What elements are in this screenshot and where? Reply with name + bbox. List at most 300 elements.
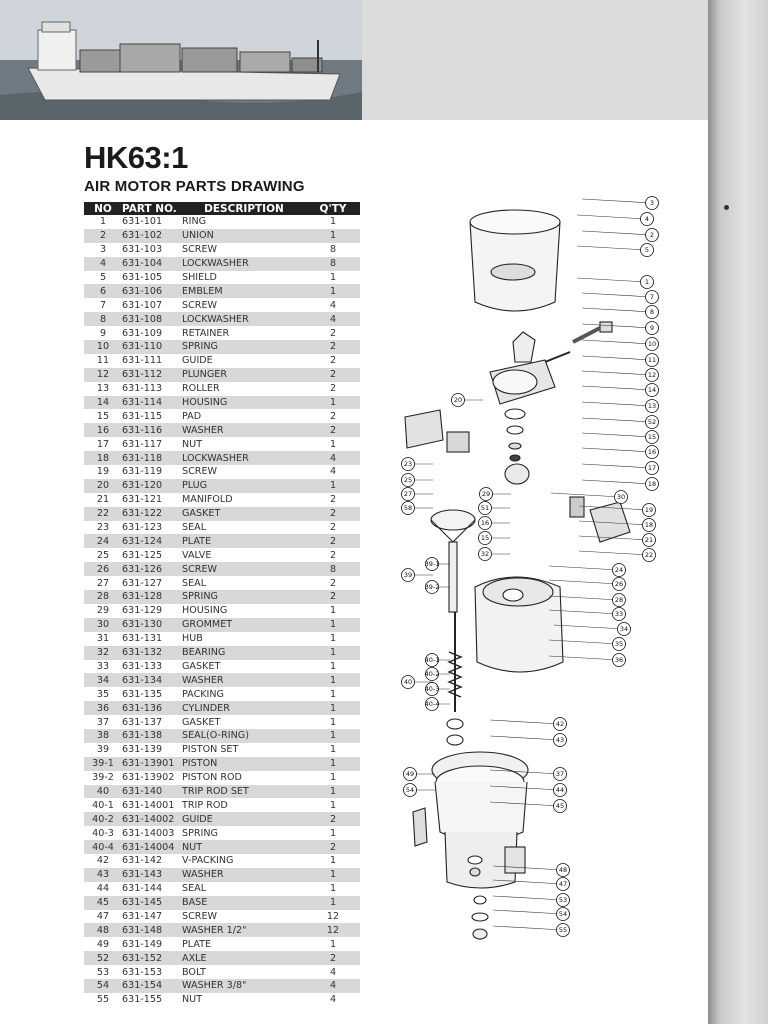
- table-row: [84, 646, 360, 660]
- part-code: 631-123: [122, 522, 163, 534]
- part-number-index: 37: [96, 716, 110, 728]
- part-description: PLUG: [182, 479, 306, 493]
- callout-leader-line: [582, 308, 652, 312]
- callout-bubble: [493, 908, 570, 921]
- callout-bubble: [577, 213, 654, 226]
- part-number-index: 19: [96, 466, 110, 478]
- part-quantity: 1: [329, 438, 337, 450]
- part-quantity: 2: [306, 812, 360, 826]
- callout-leader-line: [582, 199, 652, 203]
- part-quantity: 2: [329, 327, 337, 339]
- part-code: 631-107: [122, 299, 163, 311]
- part-code: 631-145: [122, 896, 182, 910]
- table-row: [84, 479, 360, 493]
- part-code: 631-120: [122, 479, 182, 493]
- table-row: [84, 534, 360, 548]
- part-quantity: 2: [329, 549, 337, 561]
- part-quantity: 1: [329, 605, 337, 617]
- part-code: 631-137: [122, 716, 163, 728]
- part-code: 631-14003: [122, 827, 175, 839]
- part-code: 631-14001: [122, 799, 175, 811]
- callout-bubble: [479, 502, 511, 515]
- table-row: [84, 312, 360, 326]
- part-number-index: 17: [96, 438, 110, 450]
- callout-bubble: [554, 623, 631, 636]
- part-number-index: 6: [84, 284, 122, 298]
- part-number-index: 7: [99, 299, 107, 311]
- callout-number: 20: [453, 396, 463, 404]
- callout-bubble: [582, 446, 659, 459]
- callout-number: 37: [555, 770, 565, 778]
- part-number-index: 16: [84, 423, 122, 437]
- part-description: SCREW: [182, 562, 306, 576]
- callout-number: 30: [616, 493, 626, 501]
- callout-number: 40-1: [424, 656, 440, 664]
- column-header-description: DESCRIPTION: [182, 202, 306, 215]
- part-description: RETAINER: [182, 327, 230, 339]
- table-row: [84, 437, 360, 451]
- callout-bubble: [551, 491, 628, 504]
- part-quantity: 1: [306, 701, 360, 715]
- part-code: 631-116: [122, 423, 182, 437]
- banner-gray-area: [362, 0, 708, 120]
- part-description: SCREW: [182, 244, 218, 256]
- part-quantity: 1: [306, 229, 360, 243]
- callout-bubble: [582, 462, 659, 475]
- table-row: [84, 687, 360, 701]
- part-description: PAD: [182, 410, 202, 422]
- table-row: [84, 548, 360, 562]
- part-number-index: 1: [99, 216, 107, 228]
- page-title: HK63:1: [84, 140, 188, 175]
- table-row: [84, 382, 360, 396]
- part-number-index: 36: [84, 701, 122, 715]
- part-number-index: 18: [84, 451, 122, 465]
- part-code: 631-105: [122, 272, 163, 283]
- callout-leader-line: [554, 625, 624, 629]
- part-code: 631-144: [122, 883, 163, 895]
- part-code: 631-102: [122, 229, 182, 243]
- callout-bubble: [582, 338, 659, 351]
- part-code: 631-14002: [122, 812, 182, 826]
- table-row: [84, 812, 360, 826]
- part-quantity: 1: [306, 396, 360, 410]
- part-code: 631-139: [122, 744, 163, 756]
- table-row: [84, 840, 360, 854]
- callout-number: 18: [647, 480, 657, 488]
- part-quantity: 1: [329, 827, 337, 839]
- part-quantity: 4: [329, 299, 337, 311]
- callout-bubble: [404, 768, 436, 781]
- part-code: 631-103: [122, 244, 163, 256]
- callout-bubble: [493, 894, 570, 907]
- callout-number: 15: [480, 534, 490, 542]
- part-number-index: 40-4: [84, 840, 122, 854]
- part-description: WASHER: [182, 868, 306, 882]
- part-quantity: 1: [329, 633, 337, 645]
- callout-bubble: [402, 474, 434, 487]
- callout-number: 19: [644, 506, 654, 514]
- table-row: [84, 215, 360, 229]
- callout-bubble: [582, 306, 659, 319]
- callout-leader-line: [582, 356, 652, 360]
- part-description: PACKING: [182, 688, 224, 700]
- part-code: 631-111: [122, 355, 163, 367]
- part-quantity: 2: [306, 340, 360, 354]
- part-number-index: 10: [84, 340, 122, 354]
- callout-number: 16: [647, 448, 657, 456]
- table-row: [84, 896, 360, 910]
- callout-bubble: [582, 354, 659, 367]
- part-number-index: 45: [84, 896, 122, 910]
- table-row: [84, 368, 360, 382]
- callout-bubble: [582, 416, 659, 429]
- part-code: 631-121: [122, 494, 163, 506]
- part-number-index: 52: [84, 951, 122, 965]
- part-quantity: 4: [306, 979, 360, 993]
- table-row: [84, 451, 360, 465]
- callout-number: 21: [644, 536, 654, 544]
- part-code: 631-104: [122, 257, 182, 271]
- table-row: [84, 882, 360, 896]
- part-description: GASKET: [182, 716, 221, 728]
- table-row: [84, 757, 360, 771]
- part-quantity: 1: [306, 757, 360, 771]
- part-number-index: 39: [96, 744, 110, 756]
- part-description: SHIELD: [182, 272, 217, 283]
- part-number-index: 25: [96, 549, 110, 561]
- part-description: SCREW: [182, 466, 218, 478]
- callout-bubble: [582, 291, 659, 304]
- part-code: 631-149: [122, 938, 163, 950]
- table-row: [84, 340, 360, 354]
- part-code: 631-124: [122, 534, 182, 548]
- part-description: GROMMET: [182, 618, 306, 632]
- part-number-index: 34: [84, 673, 122, 687]
- part-description: SPRING: [182, 590, 306, 604]
- callout-bubble: [582, 229, 659, 242]
- callout-number: 33: [614, 610, 624, 618]
- part-code: 631-109: [122, 327, 163, 339]
- part-code: 631-153: [122, 966, 163, 978]
- callout-number: 44: [555, 786, 565, 794]
- part-quantity: 2: [329, 355, 337, 367]
- callout-leader-line: [582, 293, 652, 297]
- table-row: [84, 798, 360, 812]
- callout-number: 36: [614, 656, 624, 664]
- exploded-parts-drawing: [395, 192, 685, 952]
- part-quantity: 4: [329, 966, 337, 978]
- part-description: PISTON SET: [182, 744, 239, 756]
- callout-bubble: [452, 394, 484, 407]
- callout-bubble: [402, 488, 434, 501]
- part-quantity: 4: [306, 451, 360, 465]
- callout-number: 40: [403, 678, 413, 686]
- table-row: [84, 910, 360, 924]
- part-description: VALVE: [182, 549, 212, 561]
- part-quantity: 1: [329, 216, 337, 228]
- callout-bubble: [425, 654, 450, 667]
- part-number-index: 39-2: [92, 772, 114, 784]
- part-number-index: 44: [96, 883, 110, 895]
- part-number-index: 39-1: [84, 757, 122, 771]
- part-code: 631-132: [122, 646, 182, 660]
- part-quantity: 2: [306, 590, 360, 604]
- callout-leader-line: [549, 580, 619, 584]
- part-description: GUIDE: [182, 812, 306, 826]
- callout-bubble: [582, 384, 659, 397]
- callout-leader-line: [493, 910, 563, 914]
- part-description: LOCKWASHER: [182, 312, 306, 326]
- part-description: BOLT: [182, 966, 206, 978]
- callout-number: 8: [649, 308, 655, 316]
- table-row: [84, 854, 360, 868]
- part-number-index: 23: [96, 522, 110, 534]
- part-number-index: 40: [84, 785, 122, 799]
- part-description: MANIFOLD: [182, 494, 233, 506]
- callout-bubble: [549, 564, 626, 577]
- part-code: 631-129: [122, 605, 163, 617]
- table-row: [84, 465, 360, 479]
- part-code: 631-134: [122, 673, 182, 687]
- callout-leader-line: [582, 371, 652, 375]
- callout-bubble: [582, 369, 659, 382]
- callout-leader-line: [582, 402, 652, 406]
- part-quantity: 1: [329, 744, 337, 756]
- cargo-ship-illustration: [0, 0, 362, 120]
- part-number-index: 27: [96, 577, 110, 589]
- part-quantity: 1: [329, 660, 337, 672]
- part-quantity: 2: [306, 534, 360, 548]
- part-number-index: 15: [96, 410, 110, 422]
- part-code: 631-122: [122, 507, 182, 521]
- callout-number: 52: [647, 418, 657, 426]
- part-quantity: 1: [329, 688, 337, 700]
- callout-number: 18: [644, 521, 654, 529]
- page-subtitle: AIR MOTOR PARTS DRAWING: [84, 178, 305, 195]
- callout-leader-line: [579, 551, 649, 555]
- callout-bubble: [479, 532, 511, 545]
- part-quantity: 2: [329, 383, 337, 395]
- table-row: [84, 298, 360, 312]
- motor-parts-linework: [405, 210, 630, 939]
- table-row: [84, 257, 360, 271]
- part-code: 631-108: [122, 312, 182, 326]
- part-description: NUT: [182, 994, 203, 1006]
- part-number-index: 21: [96, 494, 110, 506]
- callout-bubble: [577, 276, 654, 289]
- table-row: [84, 993, 360, 1007]
- table-row: [84, 271, 360, 285]
- table-row: [84, 632, 360, 646]
- part-quantity: 1: [306, 479, 360, 493]
- table-row: [84, 715, 360, 729]
- callout-number: 1: [644, 278, 650, 286]
- part-code: 631-118: [122, 451, 182, 465]
- part-quantity: 2: [306, 423, 360, 437]
- part-number-index: 32: [84, 646, 122, 660]
- part-quantity: 1: [329, 772, 337, 784]
- part-description: SPRING: [182, 340, 306, 354]
- part-quantity: 2: [306, 951, 360, 965]
- callout-number: 34: [619, 625, 629, 633]
- part-description: HUB: [182, 633, 203, 645]
- part-quantity: 2: [306, 507, 360, 521]
- callout-number: 9: [649, 324, 655, 332]
- part-code: 631-106: [122, 284, 182, 298]
- callout-number: 35: [614, 640, 624, 648]
- part-description: NUT: [182, 840, 306, 854]
- part-quantity: 1: [306, 618, 360, 632]
- part-description: SCREW: [182, 299, 218, 311]
- table-row: [84, 590, 360, 604]
- table-row: [84, 493, 360, 507]
- part-number-index: 53: [96, 966, 110, 978]
- part-code: 631-126: [122, 562, 182, 576]
- table-row: [84, 701, 360, 715]
- callout-leader-line: [490, 720, 560, 724]
- callout-number: 39-1: [424, 560, 440, 568]
- callout-number: 3: [649, 199, 655, 207]
- part-code: 631-130: [122, 618, 182, 632]
- part-quantity: 1: [306, 785, 360, 799]
- part-description: PLATE: [182, 938, 212, 950]
- part-code: 631-115: [122, 410, 163, 422]
- table-row: [84, 229, 360, 243]
- callout-number: 15: [647, 433, 657, 441]
- part-code: 631-114: [122, 396, 182, 410]
- table-row: [84, 521, 360, 535]
- part-description: SEAL(O-RING): [182, 729, 306, 743]
- part-quantity: 1: [329, 272, 337, 283]
- callout-leader-line: [582, 386, 652, 390]
- callout-leader-line: [582, 480, 652, 484]
- part-description: WASHER: [182, 423, 306, 437]
- callout-number: 39: [403, 571, 413, 579]
- part-description: LOCKWASHER: [182, 451, 306, 465]
- callout-number: 7: [649, 293, 655, 301]
- part-number-index: 30: [84, 618, 122, 632]
- table-row: [84, 785, 360, 799]
- part-code: 631-117: [122, 438, 163, 450]
- callout-bubble: [493, 924, 570, 937]
- callout-number: 54: [558, 910, 568, 918]
- part-description: EMBLEM: [182, 284, 306, 298]
- callout-number: 43: [555, 736, 565, 744]
- part-quantity: 1: [306, 868, 360, 882]
- part-quantity: 4: [329, 466, 337, 478]
- part-number-index: 43: [84, 868, 122, 882]
- table-row: [84, 562, 360, 576]
- callout-number: 54: [405, 786, 415, 794]
- part-number-index: 38: [84, 729, 122, 743]
- part-number-index: 20: [84, 479, 122, 493]
- part-code: 631-154: [122, 979, 182, 993]
- callout-number: 22: [644, 551, 654, 559]
- part-code: 631-142: [122, 855, 163, 867]
- callout-number: 28: [614, 596, 624, 604]
- callout-leader-line: [577, 246, 647, 250]
- table-row: [84, 923, 360, 937]
- part-code: 631-125: [122, 549, 163, 561]
- callout-number: 4: [644, 215, 650, 223]
- part-description: SEAL: [182, 577, 207, 589]
- part-number-index: 40-2: [84, 812, 122, 826]
- part-description: WASHER 3/8": [182, 979, 306, 993]
- callout-bubble: [425, 581, 450, 594]
- part-quantity: 1: [306, 646, 360, 660]
- callout-number: 23: [403, 460, 413, 468]
- part-number-index: 29: [96, 605, 110, 617]
- part-description: CYLINDER: [182, 701, 306, 715]
- air-motor-exploded-view: [395, 192, 685, 952]
- part-number-index: 40-3: [92, 827, 114, 839]
- part-number-index: 4: [84, 257, 122, 271]
- part-code: 631-135: [122, 688, 163, 700]
- part-quantity: 1: [329, 716, 337, 728]
- callout-leader-line: [582, 418, 652, 422]
- part-code: 631-14004: [122, 840, 182, 854]
- parts-table: [84, 202, 360, 1007]
- part-number-index: 12: [84, 368, 122, 382]
- part-code: 631-147: [122, 910, 163, 922]
- part-number-index: 54: [84, 979, 122, 993]
- table-row: [84, 771, 360, 785]
- part-quantity: 1: [306, 896, 360, 910]
- callout-leader-line: [493, 926, 563, 930]
- callout-number: 25: [403, 476, 413, 484]
- part-description: HOUSING: [182, 396, 306, 410]
- part-quantity: 12: [326, 910, 340, 922]
- callout-leader-line: [577, 278, 647, 282]
- callout-leader-line: [582, 433, 652, 437]
- callout-number: 27: [403, 490, 413, 498]
- callout-number: 45: [555, 802, 565, 810]
- callout-leader-line: [582, 231, 652, 235]
- part-quantity: 4: [306, 312, 360, 326]
- part-quantity: 12: [306, 923, 360, 937]
- table-row: [84, 660, 360, 674]
- part-number-index: 33: [96, 660, 110, 672]
- callout-bubble: [425, 668, 450, 681]
- part-code: 631-155: [122, 994, 163, 1006]
- callout-number: 51: [480, 504, 490, 512]
- page-speck: [724, 205, 729, 210]
- part-number-index: 40-1: [92, 799, 114, 811]
- table-row: [84, 868, 360, 882]
- part-number-index: 55: [96, 994, 110, 1006]
- callout-number: 47: [558, 880, 568, 888]
- callout-bubble: [404, 784, 436, 797]
- table-row: [84, 743, 360, 757]
- callout-leader-line: [577, 215, 647, 219]
- part-number-index: 26: [84, 562, 122, 576]
- table-row: [84, 604, 360, 618]
- part-code: 631-128: [122, 590, 182, 604]
- part-description: BASE: [182, 896, 306, 910]
- part-number-index: 13: [96, 383, 110, 395]
- facing-page-edge: [708, 0, 768, 1024]
- callout-number: 16: [480, 519, 490, 527]
- part-quantity: 2: [329, 410, 337, 422]
- callout-number: 53: [558, 896, 568, 904]
- callout-leader-line: [582, 324, 652, 328]
- part-quantity: 8: [306, 562, 360, 576]
- callout-bubble: [579, 549, 656, 562]
- part-description: BEARING: [182, 646, 306, 660]
- callout-bubble: [480, 488, 512, 501]
- callout-number: 40-3: [424, 685, 440, 693]
